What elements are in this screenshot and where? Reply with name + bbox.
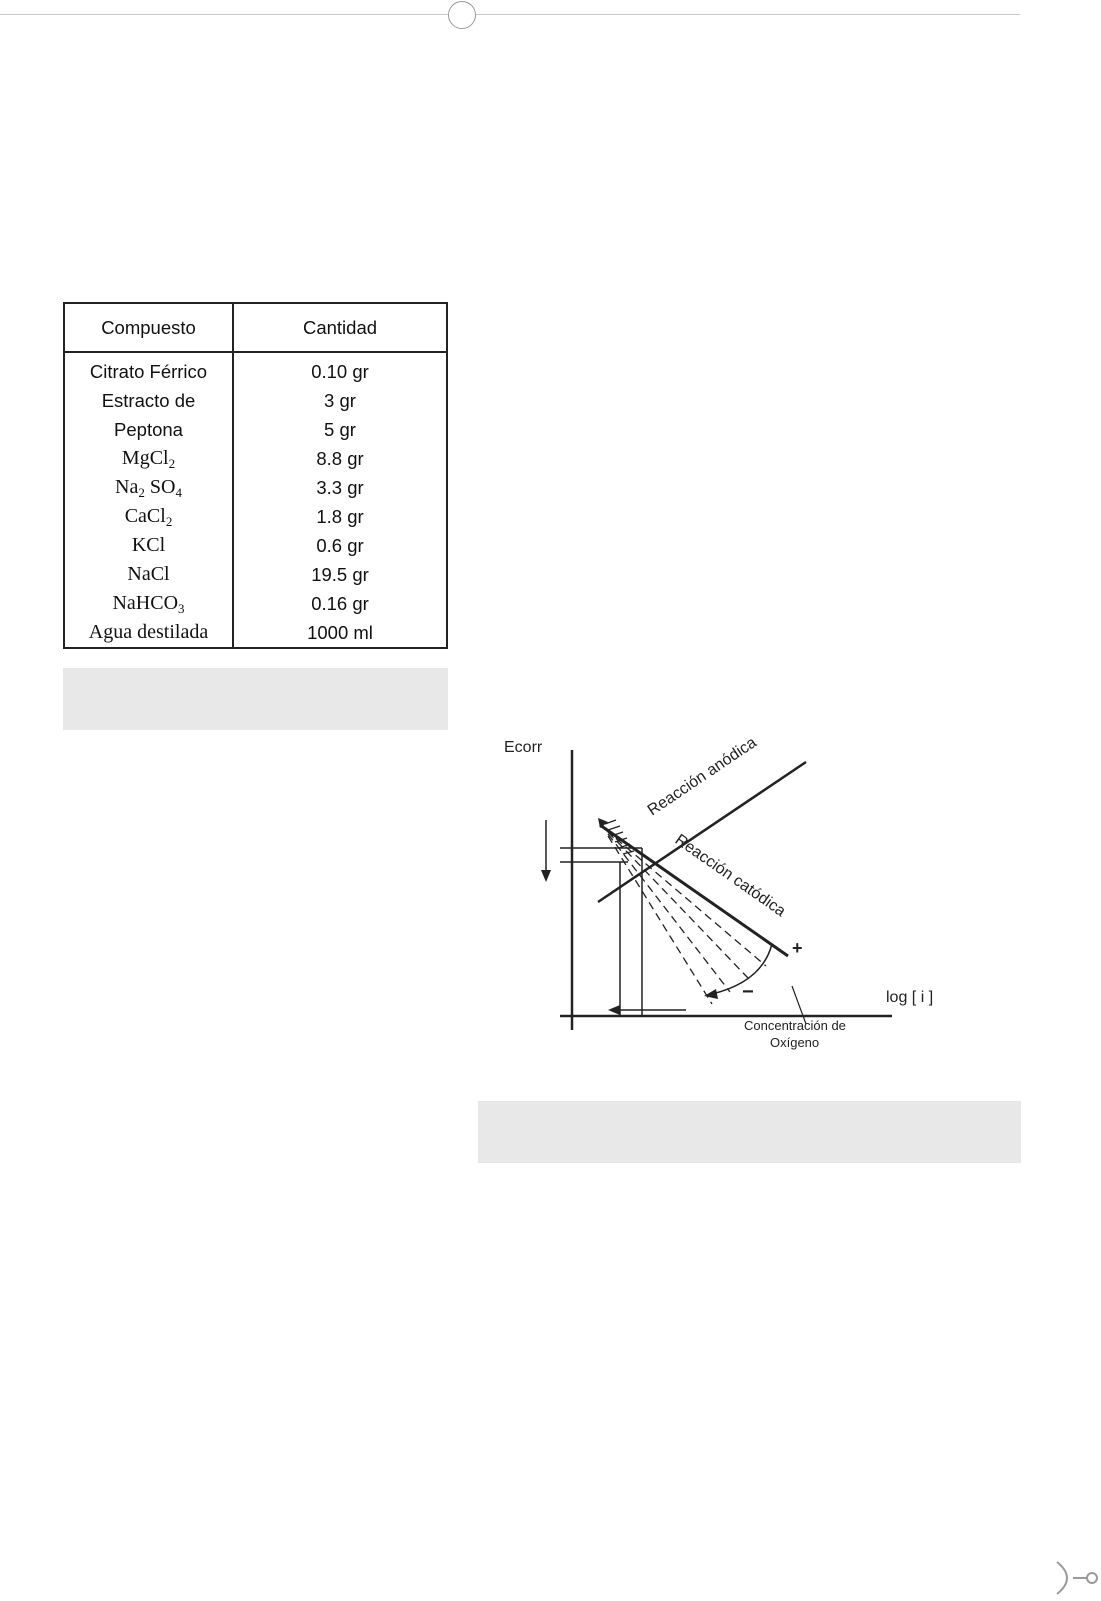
minus-sign: − <box>742 981 754 1003</box>
left-arrow-head <box>608 1005 620 1015</box>
amount-cell: 1.8 gr <box>233 502 447 531</box>
amount-cell: 0.10 gr <box>233 352 447 386</box>
compound-cell <box>64 589 233 618</box>
table-row <box>64 560 447 589</box>
compound-cell: Agua destilada <box>64 618 233 648</box>
formula-subscript: 2 <box>168 456 176 471</box>
table-row <box>64 589 447 618</box>
compound-cell: Citrato Férrico <box>64 352 233 386</box>
table-row <box>64 352 447 386</box>
table-row <box>64 531 447 560</box>
formula-subscript: 4 <box>175 485 182 500</box>
culture-media-table <box>63 302 448 649</box>
x-axis-label: log [ i ] <box>886 989 934 1006</box>
page-corner-circle-icon <box>448 1 476 29</box>
y-axis-label: Ecorr <box>504 739 543 756</box>
plus-sign: + <box>792 938 803 958</box>
column-header-compuesto: Compuesto <box>64 303 233 352</box>
oxygen-note-line1: Concentración de <box>744 1018 846 1033</box>
figure-caption-box <box>478 1101 1021 1163</box>
formula-subscript: 2 <box>165 514 173 529</box>
page-edge-bracket-icon <box>1055 1560 1101 1596</box>
table-row <box>64 473 447 502</box>
table-row <box>64 386 447 415</box>
amount-cell: 3 gr <box>233 386 447 415</box>
compound-cell <box>64 444 233 473</box>
table-caption-box <box>63 668 448 730</box>
formula-part: Na <box>115 476 139 498</box>
table-row <box>64 444 447 473</box>
table-row <box>64 502 447 531</box>
formula-base: CaCl <box>124 505 166 527</box>
oxygen-note-line2: Oxígeno <box>770 1035 820 1050</box>
formula-base: NaHCO <box>112 592 179 614</box>
down-arrow-head <box>541 870 551 882</box>
anodic-label: Reacción anódica <box>644 734 760 820</box>
amount-cell: 8.8 gr <box>233 444 447 473</box>
amount-cell: 0.6 gr <box>233 531 447 560</box>
amount-cell: 0.16 gr <box>233 589 447 618</box>
compound-cell <box>64 473 233 502</box>
table-row <box>64 618 447 648</box>
compound-cell: Peptona <box>64 415 233 444</box>
compound-cell <box>64 502 233 531</box>
amount-cell: 3.3 gr <box>233 473 447 502</box>
table-row <box>64 415 447 444</box>
cathodic-label: Reacción catódica <box>671 831 789 921</box>
evans-diagram <box>480 730 980 1075</box>
amount-cell: 1000 ml <box>233 618 447 648</box>
formula-base: MgCl <box>121 447 169 469</box>
compound-cell: Estracto de <box>64 386 233 415</box>
dashed-shift-line <box>608 832 748 978</box>
amount-cell: 5 gr <box>233 415 447 444</box>
compound-cell: NaCl <box>64 560 233 589</box>
formula-subscript: 3 <box>178 601 185 616</box>
amount-cell: 19.5 gr <box>233 560 447 589</box>
formula-part: SO <box>144 476 176 498</box>
header-rule <box>0 14 1020 15</box>
column-header-cantidad: Cantidad <box>233 303 447 352</box>
table-header-row <box>64 303 447 352</box>
compound-cell: KCl <box>64 531 233 560</box>
formula-subscript: 2 <box>138 485 145 500</box>
